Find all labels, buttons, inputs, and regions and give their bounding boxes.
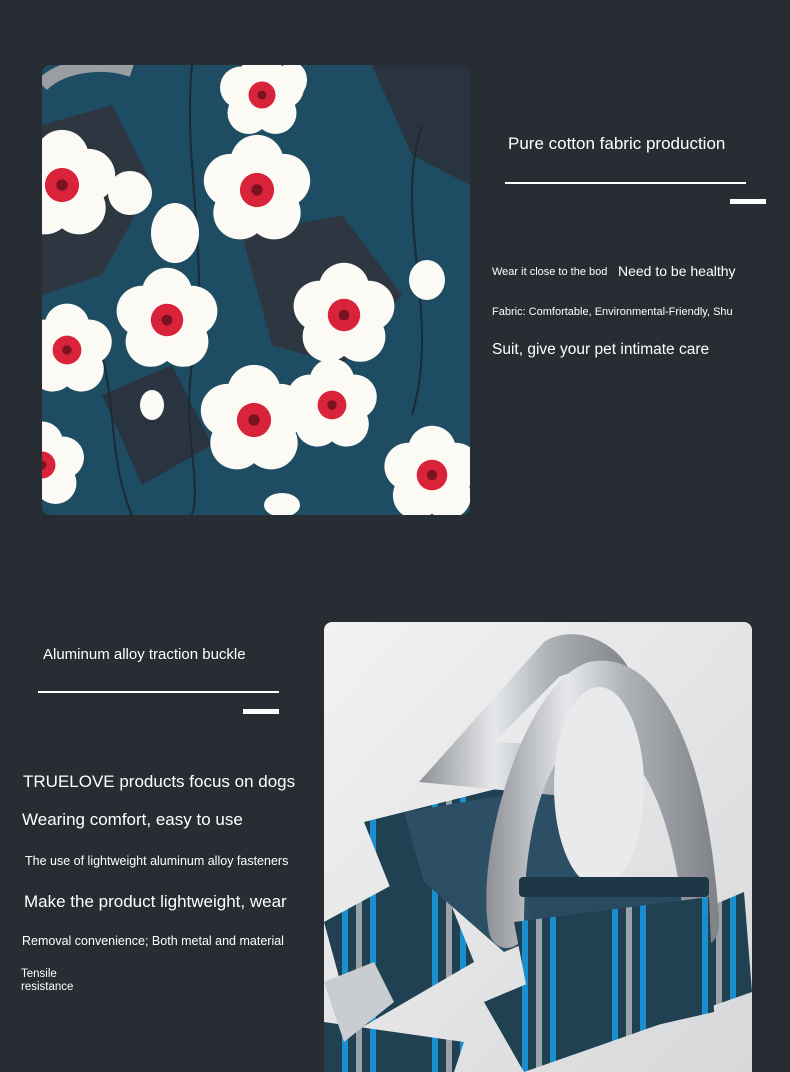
buckle-heading-underline [38,691,279,693]
buckle-accent-dash [243,709,279,714]
buckle-line-1: TRUELOVE products focus on dogs [23,772,296,791]
buckle-line-3: The use of lightweight aluminum alloy fasteners [25,854,289,868]
buckle-line-5: Removal convenience; Both metal and material [22,934,284,948]
buckle-line-6b: resistance [21,981,74,993]
fabric-line-1: Need to be healthy [618,263,736,279]
buckle-line-2: Wearing comfort, easy to use [22,810,243,829]
fabric-accent-dash [730,199,766,204]
fabric-heading-underline [505,182,746,184]
fabric-clipped-line: Wear it close to the bod [492,266,608,278]
buckle-heading: Aluminum alloy traction buckle [43,646,246,663]
buckle-line-4: Make the product lightweight, wear [24,892,287,911]
fabric-line-3: Suit, give your pet intimate care [492,341,710,358]
aluminum-buckle-image [324,622,752,1072]
fabric-heading: Pure cotton fabric production [508,134,726,153]
buckle-line-6a: Tensile [21,968,57,980]
fabric-line-2: Fabric: Comfortable, Environmental-Friendly, Shu [492,306,733,318]
floral-fabric-image [42,65,470,515]
